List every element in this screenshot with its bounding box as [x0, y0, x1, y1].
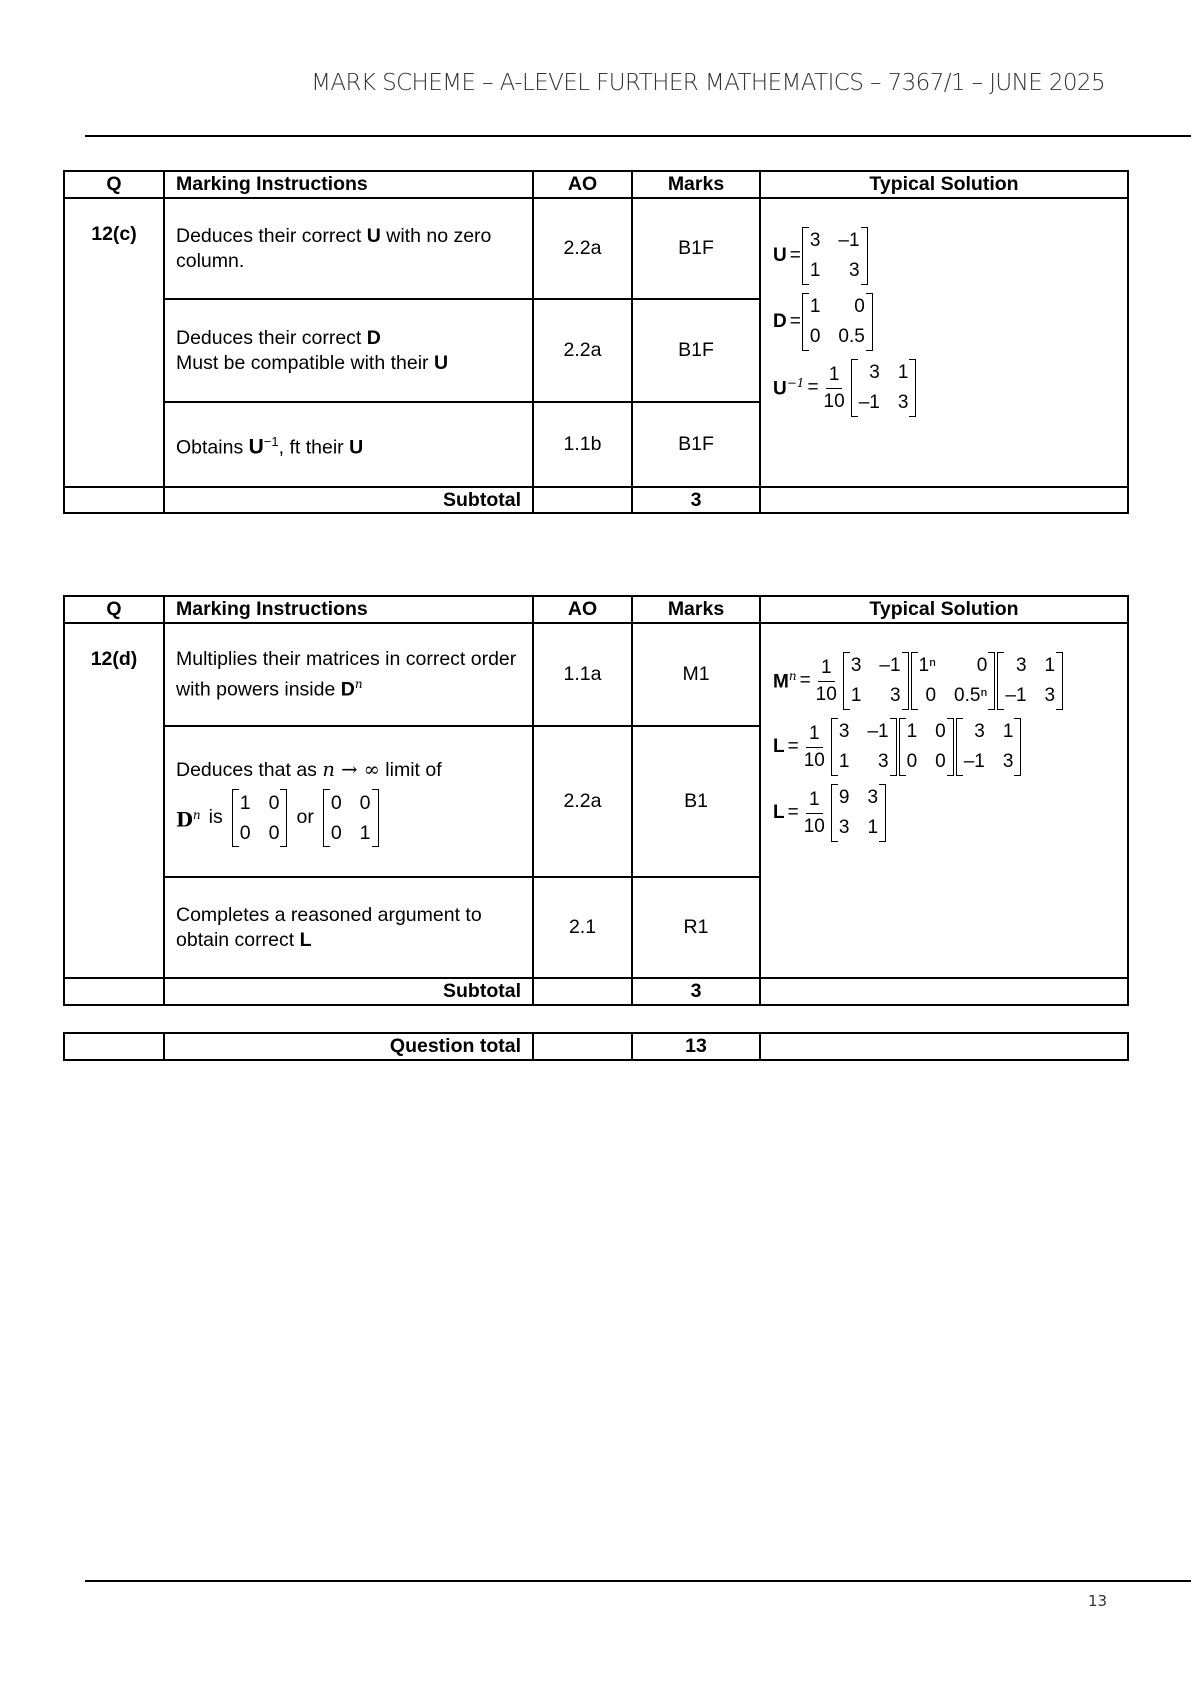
matrix-cell: 0 [854, 296, 865, 317]
solution-equation [773, 359, 1115, 417]
ao: 1.1b [533, 402, 632, 487]
solution-equation [773, 718, 1115, 776]
mark-table-12c [63, 170, 1129, 514]
fraction [821, 362, 848, 415]
matrix-cell: 0 [906, 751, 918, 772]
matrix-cell: 1ⁿ [918, 655, 937, 676]
fraction [801, 721, 828, 774]
matrix-cell: 0 [925, 685, 937, 706]
equals-sign: = [807, 377, 819, 398]
marks: B1F [632, 198, 760, 299]
question-total-table [63, 1032, 1129, 1061]
matrix-cell: 3 [848, 260, 860, 281]
matrix [831, 718, 897, 776]
equation-lhs: D [773, 311, 787, 332]
col-ao: AO [533, 596, 632, 623]
question-total-label: Question total [164, 1033, 533, 1060]
matrix-cell: 3 [869, 362, 880, 383]
equals-sign: = [789, 311, 801, 332]
col-sol: Typical Solution [760, 596, 1128, 623]
solution-equation [773, 784, 1115, 842]
solution-equation [773, 293, 1115, 351]
numerator: 1 [806, 721, 823, 748]
equals-sign: = [787, 802, 799, 823]
instruction: Deduces their correct D Must be compatible with their U [164, 299, 533, 402]
matrix-cell: 1 [359, 821, 371, 844]
matrix-cell: 3 [889, 685, 901, 706]
matrix-cell: 3 [850, 655, 862, 676]
matrix [851, 359, 917, 417]
solution-equation [773, 652, 1115, 710]
matrix-cell: 3 [878, 751, 889, 772]
matrix [802, 293, 873, 351]
matrix-cell: 3 [809, 230, 821, 251]
matrix-cell: 0.5 [838, 326, 865, 347]
numerator: 1 [818, 655, 835, 682]
col-ao: AO [533, 171, 632, 198]
matrix-cell: –1 [838, 230, 860, 251]
matrix-cell: –1 [963, 751, 985, 772]
matrix-cell: 1 [809, 260, 821, 281]
matrix-cell: 3 [867, 787, 879, 808]
solution-equation [773, 227, 1115, 285]
marks: B1F [632, 402, 760, 487]
matrix-cell: 0 [330, 821, 342, 844]
instruction: Deduces that as n → ∞ limit of $D^n$ is 1 0 0 0 or 0 0 0 1 [164, 726, 533, 877]
matrix-cell: 3 [1002, 751, 1014, 772]
matrix-cell: 3 [1015, 655, 1027, 676]
superscript: −1 [786, 375, 805, 390]
fraction [801, 787, 828, 840]
matrix-cell: 3 [1044, 685, 1056, 706]
matrix-cell: 1 [1044, 655, 1056, 676]
matrix-cell: –1 [867, 721, 889, 742]
matrix-cell: 1 [850, 685, 862, 706]
ao: 2.1 [533, 877, 632, 978]
matrix-cell: 1 [867, 817, 879, 838]
denominator: 10 [823, 390, 845, 412]
matrix-cell: 0 [935, 751, 946, 772]
marks: B1 [632, 726, 760, 877]
matrix-cell: 1 [809, 296, 821, 317]
typical-solution [760, 623, 1128, 978]
instruction: Deduces their correct U with no zero column. [164, 198, 533, 299]
footer-rule [85, 1580, 1191, 1582]
matrix-cell: 1 [897, 362, 909, 383]
header-rule [85, 135, 1191, 137]
equals-sign: = [789, 245, 801, 266]
superscript: n [788, 668, 797, 683]
instruction: Multiplies their matrices in correct order with powers inside $D^n$ [164, 623, 533, 726]
col-marks: Marks [632, 171, 760, 198]
matrix-cell: 0 [809, 326, 821, 347]
matrix-cell: 9 [838, 787, 850, 808]
equation-lhs: U [773, 245, 787, 266]
col-marks: Marks [632, 596, 760, 623]
matrix-cell: 3 [838, 721, 850, 742]
matrix-cell: 0 [359, 791, 371, 814]
subtotal-marks: 3 [632, 978, 760, 1005]
question-number: 12(c) [64, 198, 164, 487]
page-header: MARK SCHEME – A-LEVEL FURTHER MATHEMATICS – 7367/1 – JUNE 2025 [311, 70, 1105, 96]
subtotal-marks: 3 [632, 487, 760, 513]
matrix-cell: 0 [976, 655, 988, 676]
marks: R1 [632, 877, 760, 978]
denominator: 10 [803, 749, 825, 771]
matrix-cell: 3 [974, 721, 985, 742]
question-total-marks: 13 [632, 1033, 760, 1060]
marks: M1 [632, 623, 760, 726]
matrix [911, 652, 996, 710]
typical-solution [760, 198, 1128, 487]
matrix-cell: –1 [858, 392, 880, 413]
instruction: Obtains $U^{-1}$, ft their U [164, 402, 533, 487]
matrix-cell: –1 [879, 655, 901, 676]
numerator: 1 [806, 787, 823, 814]
matrix-cell: 0 [330, 791, 342, 814]
equation-lhs: L [773, 802, 785, 823]
matrix [323, 789, 379, 847]
col-q: Q [64, 596, 164, 623]
subtotal-label: Subtotal [164, 978, 533, 1005]
matrix-cell: 0 [268, 821, 280, 844]
col-sol: Typical Solution [760, 171, 1128, 198]
matrix [843, 652, 909, 710]
matrix [997, 652, 1063, 710]
matrix-cell: –1 [1005, 685, 1027, 706]
instruction: Completes a reasoned argument to obtain correct L [164, 877, 533, 978]
ao: 2.2a [533, 726, 632, 877]
matrix-cell: 0 [935, 721, 946, 742]
denominator: 10 [815, 683, 837, 705]
numerator: 1 [826, 362, 843, 389]
matrix [802, 227, 868, 285]
matrix-cell: 1 [906, 721, 918, 742]
col-q: Q [64, 171, 164, 198]
matrix [899, 718, 954, 776]
matrix-cell: 3 [897, 392, 909, 413]
matrix-cell: 0 [268, 791, 280, 814]
ao: 2.2a [533, 299, 632, 402]
mark-table-12d [63, 595, 1129, 1006]
matrix-cell: 1 [838, 751, 850, 772]
ao: 2.2a [533, 198, 632, 299]
equals-sign: = [787, 736, 799, 757]
col-mi: Marking Instructions [164, 596, 533, 623]
fraction [813, 655, 840, 708]
subtotal-label: Subtotal [164, 487, 533, 513]
question-number: 12(d) [64, 623, 164, 978]
matrix [956, 718, 1022, 776]
matrix-cell: 3 [838, 817, 850, 838]
matrix-cell: 0.5ⁿ [954, 685, 988, 706]
matrix-cell: 1 [239, 791, 251, 814]
equation-lhs: $U^{-1}$ [773, 375, 805, 400]
equation-lhs: L [773, 736, 785, 757]
ao: 1.1a [533, 623, 632, 726]
matrix-cell: 1 [1002, 721, 1014, 742]
matrix [232, 789, 288, 847]
matrix-cell: 0 [239, 821, 251, 844]
equals-sign: = [799, 670, 811, 691]
matrix [831, 784, 886, 842]
marks: B1F [632, 299, 760, 402]
equation-lhs: $M^n$ [773, 668, 797, 693]
denominator: 10 [803, 815, 825, 837]
col-mi: Marking Instructions [164, 171, 533, 198]
page-number: 13 [1088, 1592, 1108, 1610]
